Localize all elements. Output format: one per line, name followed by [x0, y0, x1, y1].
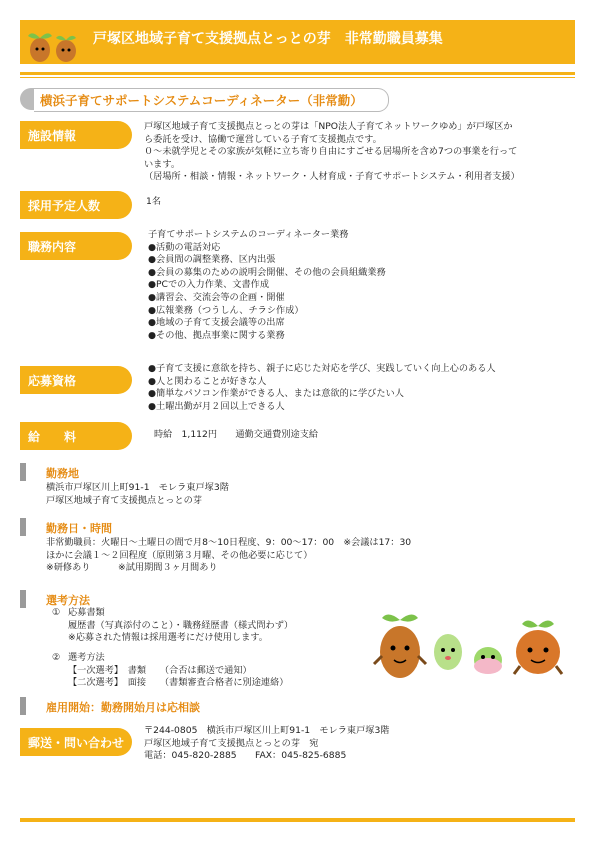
hours-title: 勤務日・時間	[46, 522, 112, 535]
start-title: 雇用開始：勤務開始月は応相談	[46, 701, 200, 714]
selection-step2: 選考方法 【一次選考】 書類 （合否は郵送で通知） 【二次選考】 面接 （書類審査合格者に別途連絡）	[68, 652, 289, 689]
duties-tab: 職務内容	[20, 232, 132, 260]
location-marker	[20, 463, 26, 481]
qualification-tab: 応募資格	[20, 366, 132, 394]
hours-text: 非常勤職員：火曜日～土曜日の間で月8～10日程度、9：00～17：00 ※会議は17：30 ほかに会議１～２回程度（原則第３月曜、その他必要に応じて） ※研修あり ※試用期間３ヶ月間あり	[46, 537, 412, 574]
header-divider	[20, 72, 575, 75]
contact-tab: 郵送・問い合わせ	[20, 728, 132, 756]
location-text: 横浜市戸塚区川上町91-1 モレラ東戸塚3階 戸塚区地域子育て支援拠点とっとの芽	[46, 482, 229, 506]
start-marker	[20, 697, 26, 715]
selection-step1: 応募書類 履歴書（写真添付のこと）・職務経歴書（様式問わず） ※応募された情報は採用選考にだけ使用します。	[68, 607, 294, 644]
duties-text: 子育てサポートシステムのコーディネーター業務 ●活動の電話対応 ●会員間の調整業務、区内出張 ●会員の募集のための説明会開催、その他の会員組織業務 ●PCでの入力作業、文書作成 ●講習会、交流会等の企画・開催 ●広報業務（つうしん、チラシ作成） ●地域の子育て支援会議等の出席 ●その他、拠点事業に関する業務	[148, 229, 386, 341]
header-divider-thin	[20, 77, 575, 78]
mascots-icon	[370, 608, 570, 686]
hours-marker	[20, 518, 26, 536]
selection-step2-num: ②	[52, 652, 61, 663]
location-title: 勤務地	[46, 467, 79, 480]
headcount-value: 1名	[146, 196, 162, 207]
selection-step1-num: ①	[52, 607, 61, 618]
facility-tab: 施設情報	[20, 121, 132, 149]
subtitle-cap	[20, 88, 34, 110]
salary-value: 時給 1,112円 通勤交通費別途支給	[154, 429, 319, 440]
selection-title: 選考方法	[46, 594, 90, 607]
footer-bar	[20, 818, 575, 822]
header-mascot-icon	[22, 18, 86, 66]
selection-marker	[20, 590, 26, 608]
facility-text: 戸塚区地域子育て支援拠点とっとの芽は「NPO法人子育てネットワークゆめ」が戸塚区か ら委託を受け、協働で運営している子育て支援拠点です。 ０～未就学児とその家族が気軽に立ち寄り自由にすごせる居場所を含め7つの事業を行って います。 （居場所・相談・情報・ネットワーク・人材育成・子育てサポートシステム・利用者支援）	[144, 121, 520, 183]
headcount-tab: 採用予定人数	[20, 191, 132, 219]
salary-tab: 給 料	[20, 422, 132, 450]
contact-text: 〒244-0805 横浜市戸塚区川上町91-1 モレラ東戸塚3階 戸塚区地域子育て支援拠点とっとの芽 宛 電話：045-820-2885 FAX：045-825-6885	[144, 725, 390, 762]
qualification-text: ●子育て支援に意欲を持ち、親子に応じた対応を学び、実践していく向上心のある人 ●人と関わることが好きな人 ●簡単なパソコン作業ができる人、または意欲的に学びたい人 ●土曜出勤が月２回以上できる人	[148, 363, 496, 412]
subtitle: 横浜子育てサポートシステムコーディネーター（非常勤）	[40, 93, 363, 108]
page-title: 戸塚区地域子育て支援拠点とっとの芽 非常勤職員募集	[93, 31, 443, 47]
